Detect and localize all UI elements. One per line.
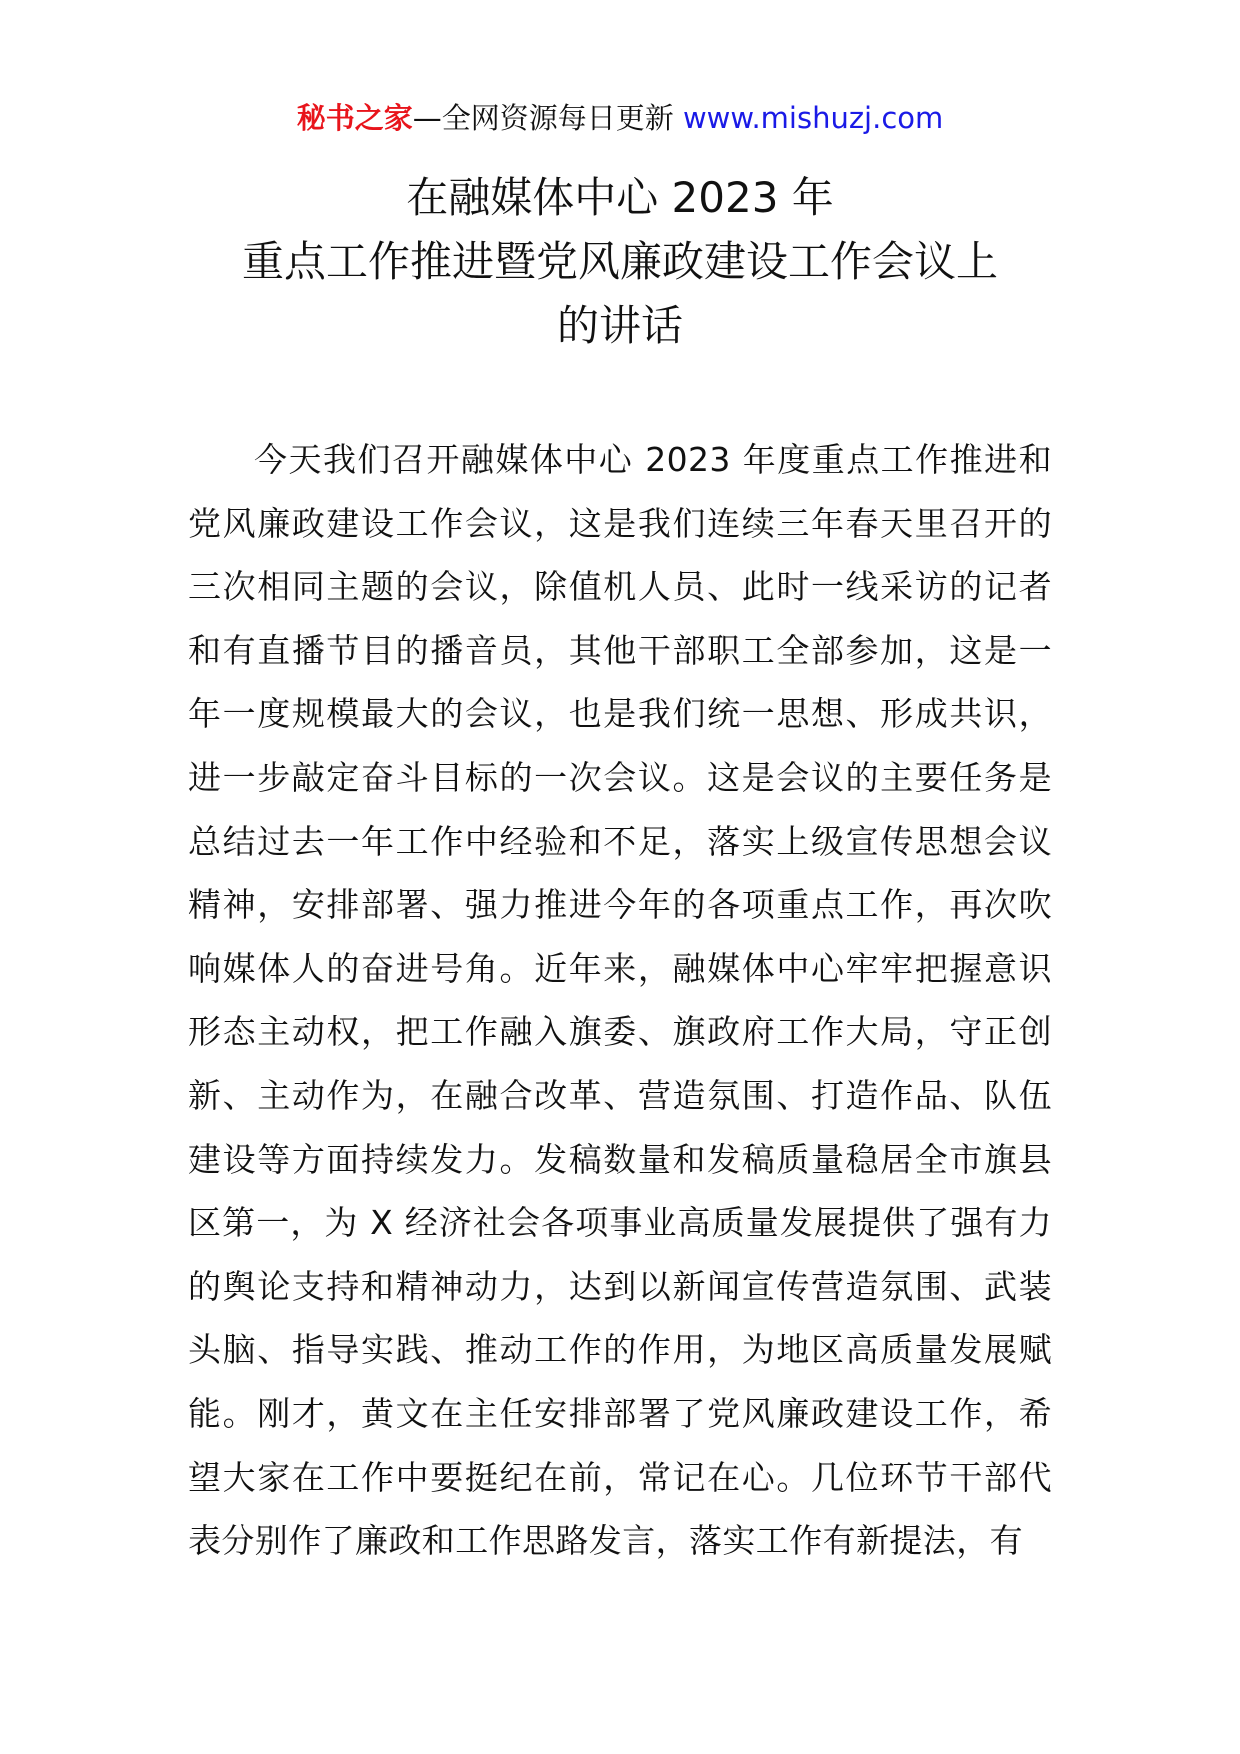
title-line-2: 重点工作推进暨党风廉政建设工作会议上: [241, 237, 998, 286]
title-line-3: 的讲话: [556, 301, 683, 350]
document-title: [150, 166, 1090, 358]
body-paragraph: 今天我们召开融媒体中心 2023 年度重点工作推进和党风廉政建设工作会议，这是我们连续三年春天里召开的三次相同主题的会议，除值机人员、此时一线采访的记者和有直播节目的播音员，其他干部职工全部参加，这是一年一度规模最大的会议，也是我们统一思想、形成共识，进一步敲定奋斗目标的一次会议。这是会议的主要任务是总结过去一年工作中经验和不足，落实上级宣传思想会议精神，安排部署、强力推进今年的各项重点工作，再次吹响媒体人的奋进号角。近年来，融媒体中心牢牢把握意识形态主动权，把工作融入旗委、旗政府工作大局，守正创新、主动作为，在融合改革、营造氛围、打造作品、队伍建设等方面持续发力。发稿数量和发稿质量稳居全市旗县区第一，为 X 经济社会各项事业高质量发展提供了强有力的舆论支持和精神动力，达到以新闻宣传营造氛围、武装头脑、指导实践、推动工作的作用，为地区高质量发展赋能。刚才，黄文在主任安排部署了党风廉政建设工作，希望大家在工作中要挺纪在前，常记在心。几位环节干部代表分别作了廉政和工作思路发言，落实工作有新提法，有: [188, 440, 1052, 1561]
site-brand: 秘书之家: [296, 101, 413, 135]
site-tagline: —全网资源每日更新: [412, 101, 674, 135]
title-line-1: 在融媒体中心 2023 年: [406, 173, 834, 222]
site-url-link[interactable]: www.mishuzj.com: [682, 101, 944, 135]
site-header: [0, 98, 1240, 138]
